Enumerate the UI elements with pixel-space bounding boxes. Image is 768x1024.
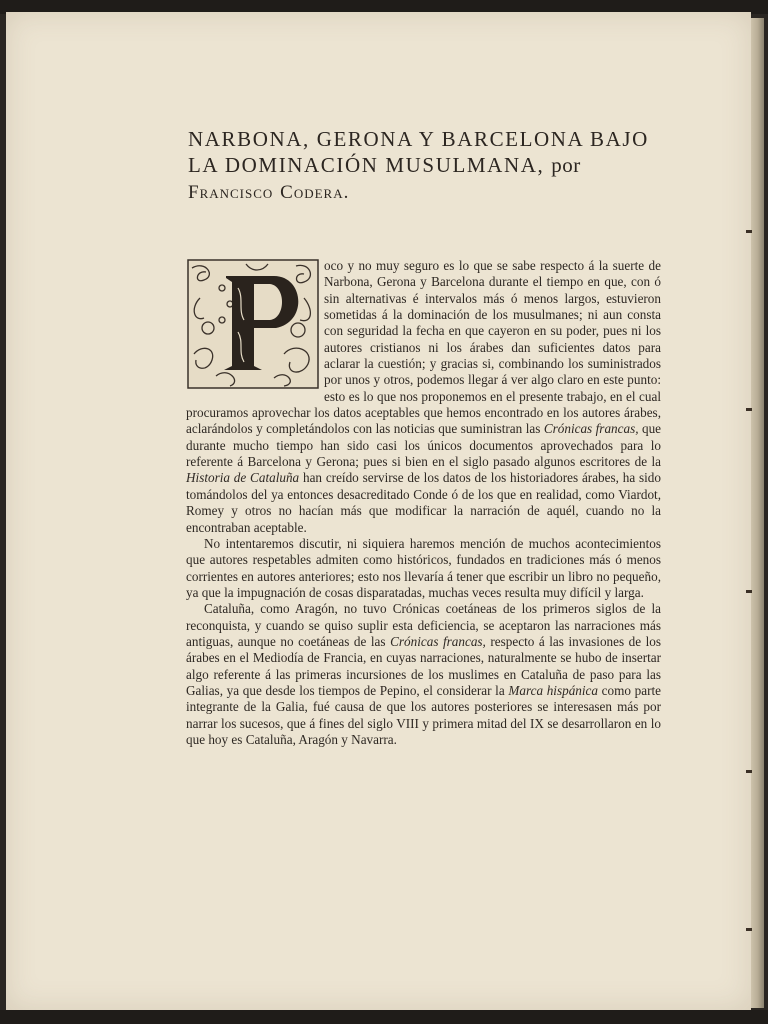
paragraph-3-text-c: como parte integrante de la Galia, fué causa de que los autores posteriores se interesasen más por narrar los sucesos, que á fines del siglo VIII y primera mitad del IX se desarrollaron en lo que hoy es Cataluña, Aragón y Navarra. [186,682,661,747]
edge-mark [746,770,752,773]
paragraph-3-italic-marca: Marca hispánica [508,682,598,698]
title-line-1: NARBONA, GERONA Y BARCELONA BAJO [188,127,649,151]
scan-bottom-border [0,1010,768,1024]
edge-mark [746,928,752,931]
paragraph-3-text-b: respecto á las invasiones de los árabes en el Mediodía de Francia, en cuyas narraciones, naturalmente se hubo de insertar algo referente á las primeras incursiones de los muslimes en Cataluña de paso para las Galias, ya que desde los tiempos de Pepino, el considerar la [186,633,662,698]
paragraph-2: No intentaremos discutir, ni siquiera haremos mención de muchos acontecimientos que autores respetables admiten como históricos, fundados en tradiciones más ó menos corrientes en autores anteriores; esto nos llevaría á tener que escribir un libro no pequeño, ya que la impugnación de cosas disparatadas, muchas veces resulta muy difícil y larga. [186,535,661,600]
title-line-2: LA DOMINACIÓN MUSULMANA, [188,153,545,177]
paragraph-3 [186,601,661,748]
byline-prefix: por [551,153,581,177]
paragraph-1-text-c: han creído servirse de los datos de los historiadores árabes, ha sido tomándolos del ya entonces desacreditado Conde ó de los que en realidad, como Viardot, Romey y otros no hacían más que modificar la narración de aquél, cuando no la encontraban aceptable. [186,470,661,535]
edge-mark [746,230,752,233]
article-body [186,258,661,748]
paragraph-1-italic-cronicas: Crónicas francas, [543,421,639,437]
author-first-name: Francisco [188,182,274,203]
author-last-name: Codera. [280,182,350,203]
edge-mark [746,408,752,411]
paragraph-1 [186,258,661,536]
paragraph-3-italic-cronicas: Crónicas francas, [390,633,486,649]
paragraph-1-italic-historia: Historia de Cataluña [186,470,300,486]
edge-mark [746,590,752,593]
paragraph-1-text-a: oco y no muy seguro es lo que se sabe respecto á la suerte de Narbona, Gerona y Barcelona durante el tiempo en que, con ó sin alternativas é intervalos más ó menos largos, estuvieron sometidas á la dominación de los musulmanes; ni aun consta con seguridad la fecha en que cayeron en su poder, pues ni los autores cristianos ni los árabes dan suficientes datos para aclarar la cuestión; y gracias si, combinando los suministrados por unos y otros, podemos llegar á ver algo claro en este punto: esto es lo que nos proponemos en el presente trabajo, en el cual procuramos aprovechar los datos aceptables que hemos encontrado en los autores árabes, aclarándolos y completándolos con las noticias que suministran las [186,258,661,437]
paragraph-1-text-b: que durante mucho tiempo han sido casi los únicos documentos aprovechados para lo referente á Barcelona y Gerona; pues si bien en el siglo pasado algunos escritores de la [186,421,662,470]
ornamental-initial-icon [186,258,324,393]
article-title [188,126,662,206]
paragraph-3-text-a: Cataluña, como Aragón, no tuvo Crónicas coetáneas de los primeros siglos de la reconquista, y cuando se quiso suplir esta deficiencia, se aceptaron las narraciones más antiguas, aunque no coetáneas de las [186,601,661,649]
